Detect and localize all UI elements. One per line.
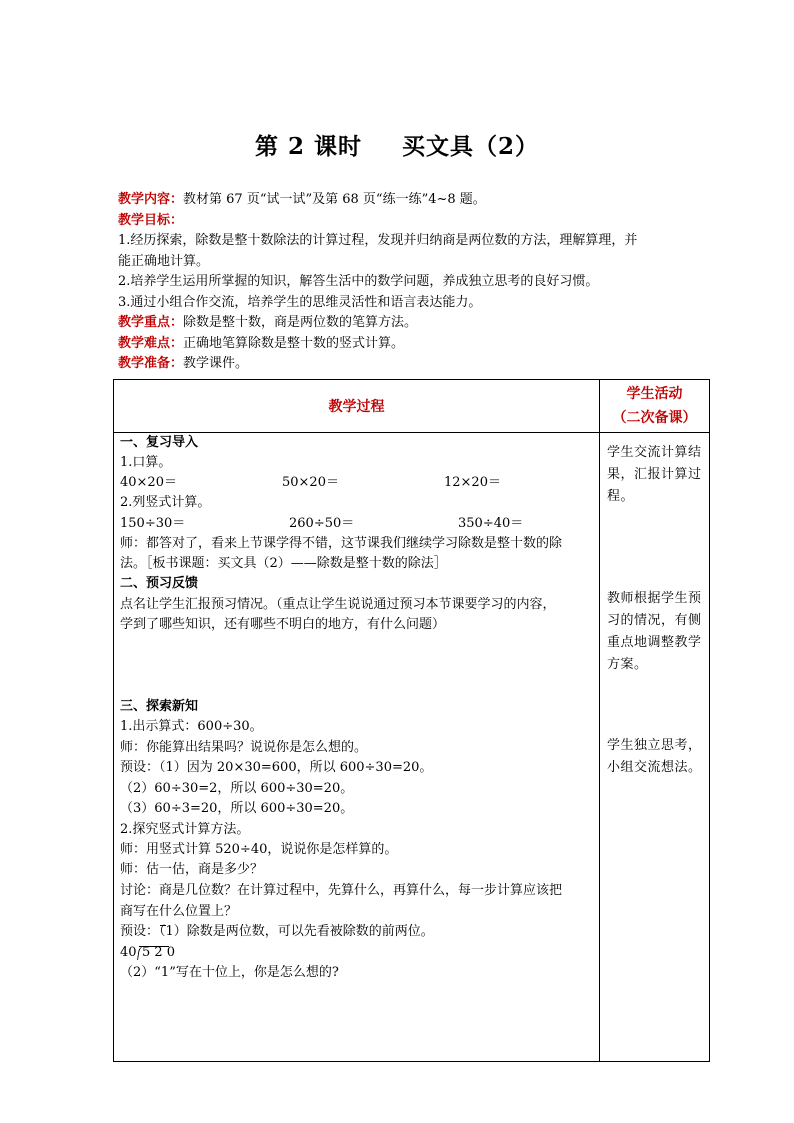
- written-calc-3: 350÷40＝: [458, 516, 524, 531]
- goal-3: 3.通过小组合作交流，培养学生的思维灵活性和语言表达能力。: [118, 294, 482, 310]
- long-division-divisor: 40: [120, 945, 137, 960]
- explore-preset-label: 预设：: [120, 924, 160, 939]
- activity-note-2: 教师根据学生预习的情况，有侧重点地调整教学方案。: [607, 591, 702, 672]
- key-row: [118, 313, 708, 334]
- activity-note-3: 学生独立思考，小组交流想法。: [607, 738, 702, 775]
- prep-text: 教学课件。: [183, 356, 249, 371]
- explore-line-12: （2）“1”写在十位上，你是怎么想的?: [120, 965, 339, 980]
- explore-line-8: 师：估一估，商是多少？: [120, 862, 264, 877]
- difficulty-text: 正确地笔算除数是整十数的竖式计算。: [183, 335, 405, 351]
- review-text-2: 法。［板书课题：买文具（2）——除数是整十数的除法］: [120, 556, 447, 571]
- feedback-text-1: 点名让学生汇报预习情况。（重点让学生说说通过预习本节课要学习的内容，: [120, 597, 556, 612]
- key-text: 除数是整十数，商是两位数的笔算方法。: [183, 315, 418, 330]
- prep-label: 教学准备：: [118, 356, 184, 371]
- goals-row: [118, 211, 708, 232]
- goal-1-cont: 能正确地计算。: [118, 253, 210, 269]
- lesson-number: 第 2 课时: [254, 133, 362, 160]
- explore-preset-text: （1）除数是两位数，可以先看被除数的前两位。: [159, 924, 434, 939]
- explore-line-1: 1.出示算式：600÷30。: [120, 719, 263, 734]
- review-line-1: 1.口算。: [120, 455, 172, 470]
- content-label: 教学内容：: [118, 192, 184, 207]
- mental-calc-2: 50×20＝: [282, 475, 339, 490]
- difficulty-row: [118, 334, 708, 355]
- written-calc-1: 150÷30＝: [120, 516, 186, 531]
- explore-line-5: （3）60÷3=20，所以 600÷30=20。: [120, 801, 354, 816]
- explore-line-11: [120, 922, 434, 942]
- long-division-dividend: 5 2 0: [142, 945, 176, 960]
- section-review-title: 一、复习导入: [120, 435, 199, 450]
- lesson-topic: 买文具（2）: [402, 133, 540, 160]
- activity-header-title: 学生活动: [626, 386, 683, 402]
- content-text: 教材第 67 页“试一试”及第 68 页“练一练”4~8 题。: [183, 192, 486, 207]
- prep-row: [118, 354, 708, 375]
- review-text-1: 师：都答对了，看来上节课学得不错，这节课我们继续学习除数是整十数的除: [120, 536, 563, 551]
- explore-line-7: 师：用竖式计算 520÷40，说说你是怎样算的。: [120, 842, 398, 857]
- explore-line-3: 预设：（1）因为 20×30=600，所以 600÷30=20。: [120, 760, 433, 775]
- key-label: 教学重点：: [118, 315, 184, 330]
- content-row: [118, 190, 708, 211]
- activity-body: [600, 433, 710, 1062]
- process-body: [114, 433, 600, 1062]
- goal-2: 2.培养学生运用所掌握的知识，解答生活中的数学问题，养成独立思考的良好习惯。: [118, 274, 599, 289]
- lesson-meta: [118, 190, 708, 375]
- written-calc-2: 260÷50＝: [289, 516, 355, 531]
- explore-line-9: 讨论：商是几位数？在计算过程中，先算什么，再算什么，每一步计算应该把: [120, 883, 563, 898]
- activity-note-1: 学生交流计算结果，汇报计算过程。: [607, 445, 702, 504]
- section-explore-title: 三、探索新知: [120, 699, 199, 714]
- teaching-process-table: [113, 379, 710, 1062]
- feedback-text-2: 学到了哪些知识，还有哪些不明白的地方，有什么问题）: [120, 617, 446, 632]
- explore-line-10: 商写在什么位置上？: [120, 904, 238, 919]
- process-header: 教学过程: [114, 380, 600, 433]
- explore-line-6: 2.探究竖式计算方法。: [120, 822, 250, 837]
- activity-header-sub: （二次备课）: [612, 410, 697, 426]
- goal-1: 1.经历探索，除数是整十数除法的计算过程，发现并归纳商是两位数的方法，理解算理，并: [118, 233, 638, 248]
- section-feedback-title: 二、预习反馈: [120, 576, 199, 591]
- explore-line-2: 师：你能算出结果吗？说说你是怎么想的。: [120, 740, 368, 755]
- mental-calc-3: 12×20＝: [444, 475, 501, 490]
- mental-calc-1: 40×20＝: [120, 475, 177, 490]
- page-title: [0, 128, 794, 161]
- explore-line-4: （2）60÷30=2，所以 600÷30=20。: [120, 781, 354, 796]
- difficulty-label: 教学难点：: [118, 335, 184, 351]
- division-bar-stub: [160, 925, 166, 926]
- goals-label: 教学目标：: [118, 212, 184, 228]
- review-line-2: 2.列竖式计算。: [120, 495, 211, 510]
- activity-header: [600, 380, 710, 433]
